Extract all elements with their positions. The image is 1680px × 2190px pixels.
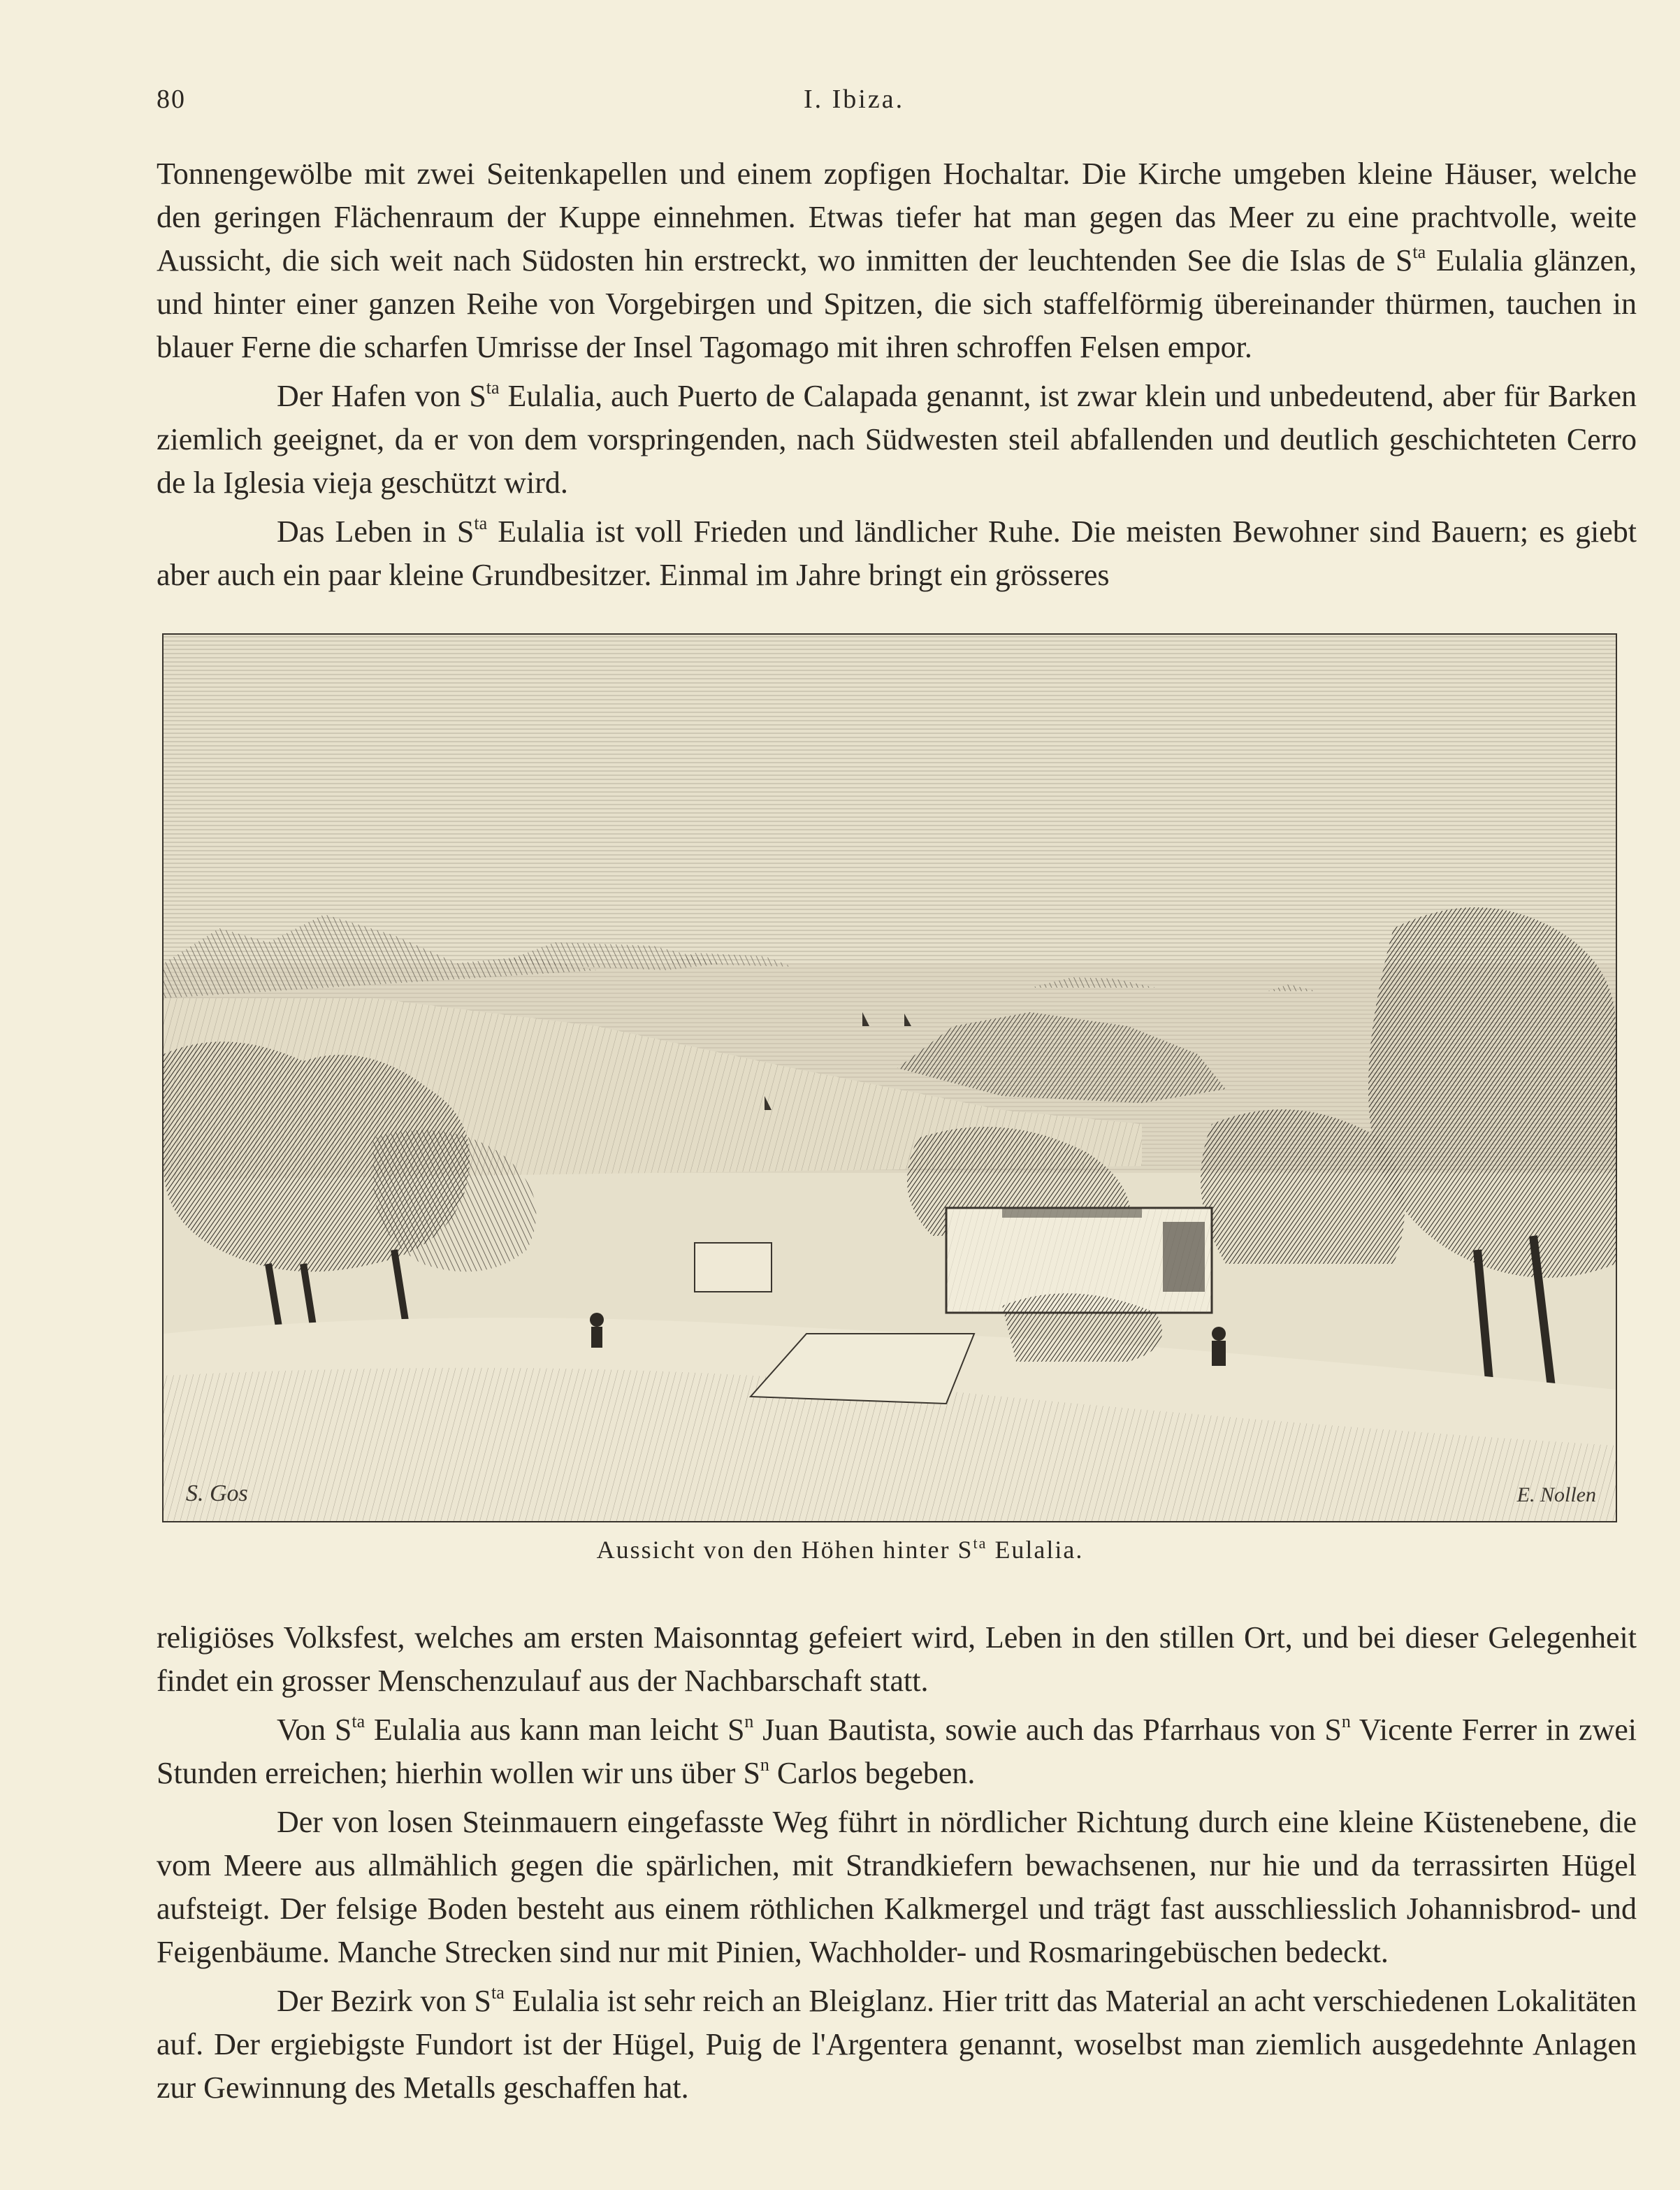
bottom-text-block xyxy=(157,1616,1637,2110)
house-doorway xyxy=(1163,1222,1205,1292)
sky-area xyxy=(164,635,1616,970)
figure-caption: Aussicht von den Höhen hinter $S^{ta}$ Eulalia. xyxy=(596,1534,1084,1564)
paragraph-mining: Der Bezirk von $S^{ta}$ Eulalia ist sehr reich an Bleiglanz. Hier tritt das Material an acht verschiedenen Lokalitäten auf. Der ergiebigste Fundort ist der Hügel, Puig de l'Argentera genannt, woselbst man ziemlich ausgedehnte Anlagen zur Gewinnung des Metalls geschaffen hat. xyxy=(157,1982,1637,2105)
figure-right xyxy=(1212,1327,1226,1341)
paragraph-church: Tonnengewölbe mit zwei Seitenkapellen und einem zopfigen Hochaltar. Die Kirche umgeben kleine Häuser, welche den geringen Flächenraum der Kuppe einnehmen. Etwas tiefer hat man gegen das Meer zu eine prachtvolle, weite Aussicht, die sich weit nach Südosten hin erstreckt, wo inmitten der leuchtenden See die Islas de $S^{ta}$ Eulalia glänzen, und hinter einer ganzen Reihe von Vorgebirgen und Spitzen, die sich staffelförmig übereinander thürmen, tauchen in blauer Ferne die scharfen Umrisse der Insel Tagomago mit ihren schroffen Felsen empor. xyxy=(157,157,1637,364)
artist-signature-left: S. Gos xyxy=(186,1481,248,1506)
engraving-landscape xyxy=(164,635,1616,1521)
small-building xyxy=(695,1243,772,1292)
running-title: I. Ibiza. xyxy=(804,85,905,114)
paragraph-routes: Von $S^{ta}$ Eulalia aus kann man leicht $S^n$ Juan Bautista, sowie auch das Pfarrhaus von $S^n$ Vicente Ferrer in zwei Stunden erreichen; hierhin wollen wir uns über $S^n$ Carlos begeben. xyxy=(157,1711,1637,1790)
page-number: 80 xyxy=(157,85,186,114)
top-text-block xyxy=(157,152,1637,597)
paragraph-harbour: Der Hafen von $S^{ta}$ Eulalia, auch Puerto de Calapada genannt, ist zwar klein und unbedeutend, aber für Barken ziemlich geeignet, da er von dem vorspringenden, nach Südwesten steil abfallenden und deutlich geschichteten Cerro de la Iglesia vieja geschützt wird. xyxy=(157,377,1637,500)
running-head xyxy=(0,84,1680,126)
paragraph-path: Der von losen Steinmauern eingefasste Weg führt in nördlicher Richtung durch eine kleine Küstenebene, die vom Meere aus allmählich gegen die spärlichen, mit Strandkiefern bewachsenen, nur hie und da terrassirten Hügel aufsteigt. Der felsige Boden besteht aus einem röthlichen Kalkmergel und trägt fast ausschliesslich Johannisbrod- und Feigenbäume. Manche Strecken sind nur mit Pinien, Wachholder- und Rosmaringebüschen bedeckt. xyxy=(157,1805,1637,1969)
engraving-illustration xyxy=(162,633,1617,1522)
engraver-signature-right: E. Nollen xyxy=(1516,1483,1596,1506)
paragraph-life: Das Leben in $S^{ta}$ Eulalia ist voll Frieden und ländlicher Ruhe. Die meisten Bewohner sind Bauern; es giebt aber auch ein paar kleine Grundbesitzer. Einmal im Jahre bringt ein grösseres xyxy=(157,513,1637,592)
figure-left xyxy=(590,1313,604,1327)
paragraph-festival: religiöses Volksfest, welches am ersten Maisonntag gefeiert wird, Leben in den stillen Ort, und bei dieser Gelegenheit findet ein grosser Menschenzulauf aus der Nachbarschaft statt. xyxy=(157,1620,1637,1698)
